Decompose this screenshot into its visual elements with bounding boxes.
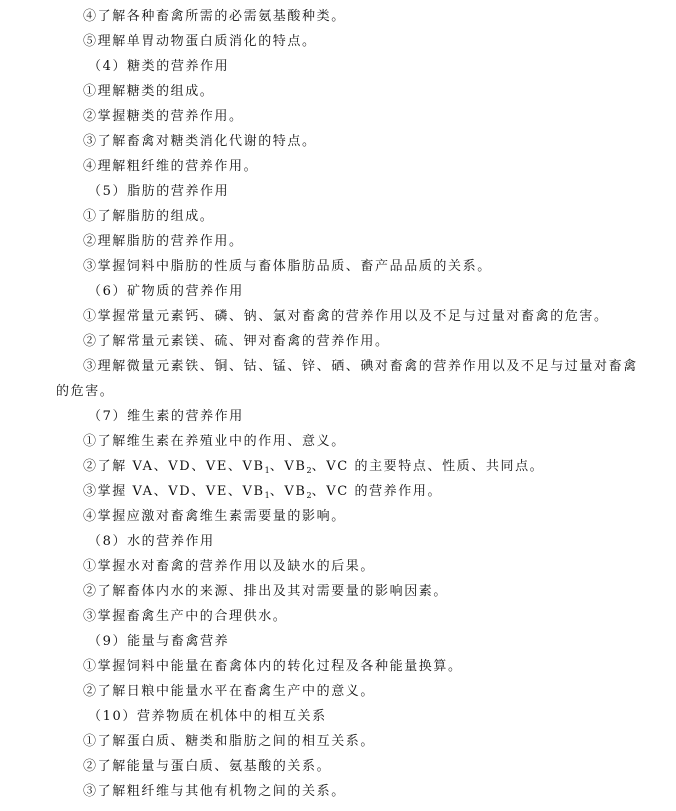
section-heading: （8）水的营养作用: [88, 534, 215, 549]
text-line: ④理解粗纤维的营养作用。: [83, 159, 259, 174]
subscript: 2: [306, 491, 312, 500]
text-line: ②掌握糖类的营养作用。: [83, 109, 244, 124]
text-line: ③掌握畜禽生产中的合理供水。: [83, 609, 288, 624]
text-line: ②了解常量元素镁、硫、钾对畜禽的营养作用。: [83, 334, 390, 349]
section-heading: （10）营养物质在机体中的相互关系: [88, 709, 327, 724]
text-line: ④掌握应激对畜禽维生素需要量的影响。: [83, 509, 346, 524]
text-line: ⑤理解单胃动物蛋白质消化的特点。: [83, 34, 317, 49]
section-heading: （4）糖类的营养作用: [88, 59, 230, 74]
text-line: ③掌握饲料中脂肪的性质与畜体脂肪品质、畜产品品质的关系。: [83, 259, 492, 274]
text-line: ①了解脂肪的组成。: [83, 209, 215, 224]
text-line: ②理解脂肪的营养作用。: [83, 234, 244, 249]
subscript: 1: [264, 491, 270, 500]
text-line: ②了解畜体内水的来源、排出及其对需要量的影响因素。: [83, 584, 449, 599]
text-line: ②了解能量与蛋白质、氨基酸的关系。: [83, 759, 332, 774]
text-line: ①掌握常量元素钙、磷、钠、氯对畜禽的营养作用以及不足与过量对畜禽的危害。: [83, 309, 609, 324]
text-line: ④了解各种畜禽所需的必需氨基酸种类。: [83, 9, 346, 24]
text-line-continuation: 的危害。: [56, 384, 115, 399]
text-line: ③了解粗纤维与其他有机物之间的关系。: [83, 784, 346, 799]
text-line: ①理解糖类的组成。: [83, 84, 215, 99]
subscript: 2: [306, 466, 312, 475]
text-line-vitamins: ②了解 VA、VD、VE、$VB_1$、$VB_2$、VC 的主要特点、性质、共同点。: [83, 459, 545, 475]
text-line: ①了解维生素在养殖业中的作用、意义。: [83, 434, 346, 449]
text-line: ①掌握水对畜禽的营养作用以及缺水的后果。: [83, 559, 376, 574]
section-heading: （5）脂肪的营养作用: [88, 184, 230, 199]
text-line: ③了解畜禽对糖类消化代谢的特点。: [83, 134, 317, 149]
text-line: ③理解微量元素铁、铜、钴、锰、锌、硒、碘对畜禽的营养作用以及不足与过量对畜禽: [83, 359, 638, 374]
section-heading: （7）维生素的营养作用: [88, 409, 244, 424]
text-line: ①了解蛋白质、糖类和脂肪之间的相互关系。: [83, 734, 376, 749]
text-line: ①掌握饲料中能量在畜禽体内的转化过程及各种能量换算。: [83, 659, 463, 674]
subscript: 1: [264, 466, 270, 475]
section-heading: （6）矿物质的营养作用: [88, 284, 244, 299]
text-line-vitamins: ③掌握 VA、VD、VE、$VB_1$、$VB_2$、VC 的营养作用。: [83, 484, 443, 500]
section-heading: （9）能量与畜禽营养: [88, 634, 230, 649]
text-line: ②了解日粮中能量水平在畜禽生产中的意义。: [83, 684, 376, 699]
